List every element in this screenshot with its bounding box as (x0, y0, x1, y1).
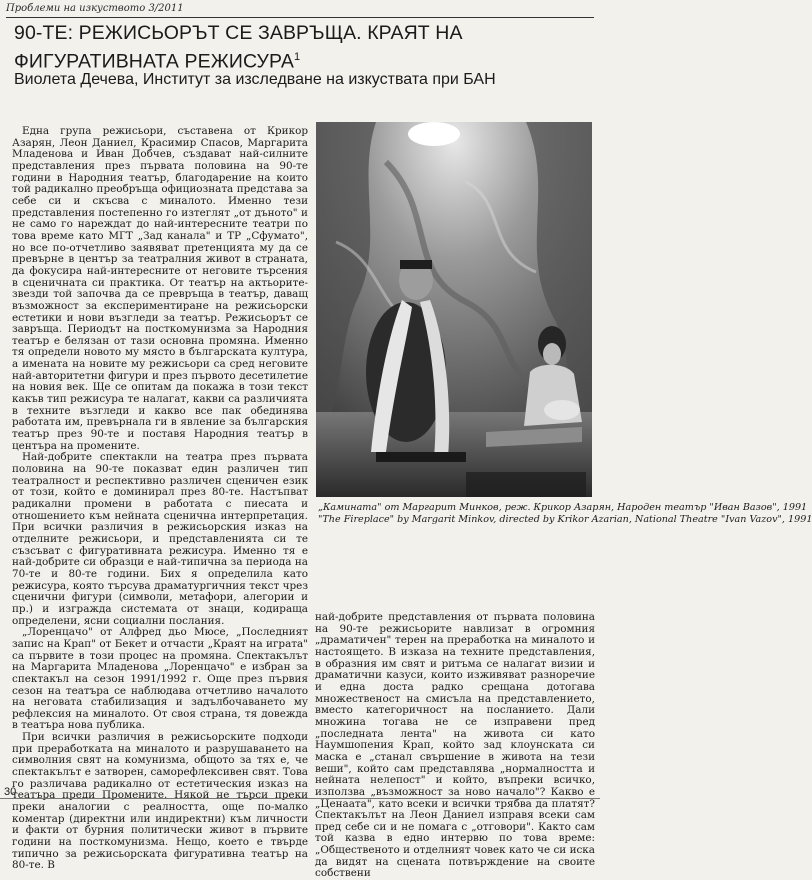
footer-rule (0, 798, 600, 799)
article-title-text: 90-ТЕ: РЕЖИСЬОРЪТ СЕ ЗАВРЪЩА. КРАЯТ НА ФИГУРАТИВНАТА РЕЖИСУРА (14, 22, 463, 73)
paragraph-1: Една група режисьори, съставена от Крикор Азарян, Леон Даниел, Красимир Спасов, Маргарита Младенова и Иван Добчев, създават най-силните представления през първата половина на 90-те години в Народния театър, благодарение на които той радикално преобръща официозната представа за себе си и скъсва с миналото. Именно тези представления постепенно го изтеглят „от дъното" и не само го нареждат до най-интересните театри по това време като МГТ „Зад канала" и ТР „Сфумато", но все по-отчетливо заявяват претенцията му да се превърне в център за театралния живот в страната, да фокусира най-интересните от неговите търсения в сценичната си практика. От театър на актьорите-звезди той започва да се превръща в театър, даващ възможност за експериментиране на режисьорски естетики и нови възгледи за театър. Режисьорът се завръща. Периодът на посткомунизма за Народния театър е белязан от тази основна промяна. Именно тя определи новото му място в българската култура, а имената на новите му режисьори са сред неговите най-авторитетни фигури и през първото десетилетие на новия век. Ще се опитам да покажа в този текст какъв тип режисура те налагат, какви са различията в техните възгледи и какво все пак обединява работата им, превърнала ги в явление за българския театър през 90-те и поставя Народния театър в центъра на промените. (12, 125, 308, 452)
photo-caption-en: "The Fireplace" by Margarit Minkov, directed by Krikor Azarian, National Theatre "Ivan Vazov", 1991 (318, 513, 812, 525)
photo-caption (318, 502, 812, 525)
stage-photo-image (316, 122, 592, 497)
header-rule (6, 17, 594, 18)
right-column (315, 611, 595, 880)
paragraph-2: Най-добрите спектакли на театра през първата половина на 90-те показват един различен тип театралност и респективно различен сценичен език от този, който е доминирал през 80-те. Настъпват радикални промени в работата с пиесата и отношението към нейната сценична интерпретация. При всички различия в режисьорския изказ на отделните режисьори, и представленията си те съзсъват с фигуративната режисура. Именно тя е най-добрите си образци е най-типична за периода на 70-те и 80-те години. Бих я определила като режисура, която търсува драматургичния текст чрез сценични фигури (символи, метафори, алегории и пр.) и изгражда системата от знаци, кодираща определени, ясни социални послания. (12, 451, 308, 627)
right-paragraph: най-добрите представления от първата половина на 90-те режисьорите навлизат в огромния „драматичен" терен на преработка на миналото и настоящето. В изказа на техните представления, в образния им свят и ритъма се налагат визии и драматични казуси, които изживяват разноречие и една доста радко срещана дотогава множественост на смисъла на представлението, вместо категоричност на посланието. Дали множина тогава не се изправени пред „последната лента" на живота си като Наумшопения Крап, който зад клоунската си маска е „станал свършение в живота на тези веши", който сам представлява „нормалността и нейната нелепост" и който, въпреки всичко, използва „възможност за ново начало"? Какво е „Ценаата", като всеки и всички трябва да платят? Спектакълът на Леон Даниел изправя всеки сам пред себе си и не помага с „отговори". Както сам той казва в едно интервю по това време: „Общественото и отделният човек като че си иска да видят на сцената потвърждение на своите собствени (315, 611, 595, 880)
page-number: 30 (4, 786, 17, 798)
photo-caption-bg: „Камината" от Маргарит Минков, реж. Крикор Азарян, Народен театър "Иван Вазов", 1991 (318, 502, 808, 513)
paragraph-4: При всички различия в режисьорските подходи при преработката на миналото и разрушаването на символния свят на комунизма, общото за тях е, че спектакълът е затворен, саморефлексивен свят. Това го различава радикално от естетическия изказ на театъра преди Промените. Някой не търси преки преки аналогии с реалността, още по-малко коментар (директни или индиректни) към личности и факти от бурния политически живот в първите години на посткомунизма. Нещо, което е твърде типично за режисьорската фигуративна театър на 80-те. В (12, 731, 308, 872)
running-head: Проблеми на изкуството 3/2011 (6, 3, 184, 14)
left-column (12, 125, 308, 872)
author-byline: Виолета Дечева, Институт за изследване на изкуствата при БАН (14, 71, 496, 88)
paragraph-3: „Лоренцачо" от Алфред дьо Мюсе, „Последният запис на Крап" от Бекет и отчасти „Краят на играта" са първите в този процес на промяна. Спектакълът на Маргарита Младенова „Лоренцачо" е избран за спектакъл на сезон 1991/1992 г. Още през първия сезон на театъра се наблюдава отчетливо началото на неговата стабилизация и задълбочаването му рефлексия на миналото. От своя страна, тя довежда в театъра нова публика. (12, 626, 308, 732)
title-footnote-marker: 1 (293, 51, 301, 63)
article-title (14, 21, 589, 74)
stage-photo (316, 122, 592, 497)
